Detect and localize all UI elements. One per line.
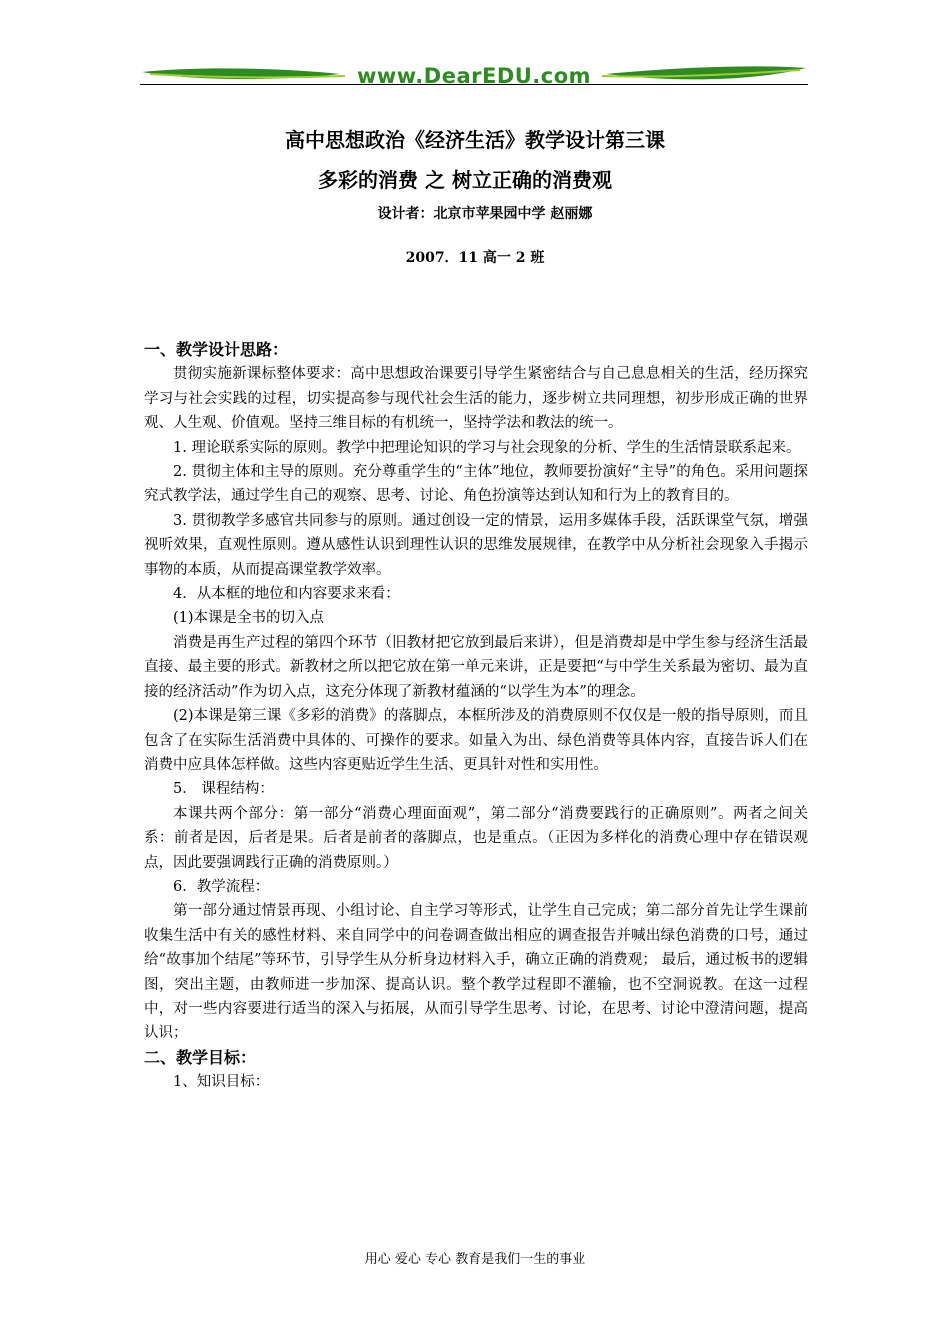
site-logo-text: www.DearEDU.com xyxy=(356,64,592,88)
site-header xyxy=(140,60,808,100)
paragraph: 第一部分通过情景再现、小组讨论、自主学习等形式，让学生自己完成；第二部分首先让学生课前收集生活中有关的感性材料、来自同学中的问卷调查做出相应的调查报告并喊出绿色消费的口号，通过给“故事加个结尾”等环节，引导学生从分析身边材料入手，确立正确的消费观； 最后，通过板书的逻辑图，突出主题，由教师进一步加深、提高认识。整个教学过程即不灌输，也不空洞说教。在这一过程中，对一些内容要进行适当的深入与拓展，从而引导学生思考、讨论，在思考、讨论中澄清问题，提高认识； xyxy=(144,903,808,1042)
paragraph: 贯彻实施新课标整体要求：高中思想政治课要引导学生紧密结合与自己息息相关的生活，经历探究学习与社会实践的过程，切实提高参与现代社会生活的能力，逐步树立共同理想，初步形成正确的世界观、人生观、价值观。坚持三维目标的有机统一，坚持学法和教法的统一。 xyxy=(144,366,808,432)
paragraph: 2. 贯彻主体和主导的原则。充分尊重学生的“主体”地位，教师要扮演好“主导”的角色。采用问题探究式教学法，通过学生自己的观察、思考、讨论、角色扮演等达到认知和行为上的教育目的。 xyxy=(144,464,808,505)
paragraph: 5． 课程结构： xyxy=(173,781,274,798)
paragraph: 4．从本框的地位和内容要求来看： xyxy=(173,586,400,603)
paragraph: 1、知识目标： xyxy=(173,1074,270,1091)
document-body xyxy=(144,338,808,1095)
paragraph: 3. 贯彻教学多感官共同参与的原则。通过创设一定的情景，运用多媒体手段，活跃课堂气氛，增强视听效果，直观性原则。遵从感性认识到理性认识的思维发展规律，在教学中从分析社会现象入手揭示事物的本质，从而提高课堂教学效率。 xyxy=(144,512,808,578)
designer-line: 设计者：北京市苹果园中学 赵丽娜 xyxy=(377,206,593,222)
date-class-line: 2007．11 高一 2 班 xyxy=(405,250,545,266)
paragraph: (1)本课是全书的切入点 xyxy=(173,610,325,627)
section-heading-1: 一、教学设计思路： xyxy=(144,340,289,359)
paragraph: 本课共两个部分：第一部分“消费心理面面观”，第二部分“消费要践行的正确原则”。两者之间关系：前者是因，后者是果。后者是前者的落脚点，也是重点。（正因为多样化的消费心理中存在错误观点，因此要强调践行正确的消费原则。） xyxy=(144,805,808,871)
paragraph: 消费是再生产过程的第四个环节（旧教材把它放到最后来讲），但是消费却是中学生参与经济生活最直接、最主要的形式。新教材之所以把它放在第一单元来讲，正是要把“与中学生关系最为密切、最为直接的经济活动”作为切入点，这充分体现了新教材蕴涵的“以学生为本”的理念。 xyxy=(144,634,808,700)
page-footer: 用心 爱心 专心 教育是我们一生的事业 xyxy=(364,1252,586,1267)
paragraph: 6．教学流程： xyxy=(173,878,270,895)
doc-title: 高中思想政治《经济生活》教学设计第三课 xyxy=(285,128,665,152)
paragraph: (2)本课是第三课《多彩的消费》的落脚点，本框所涉及的消费原则不仅仅是一般的指导原则，而且包含了在实际生活消费中具体的、可操作的要求。如量入为出、绿色消费等具体内容，直接告诉人们在消费中应具体怎样做。这些内容更贴近学生生活、更具针对性和实用性。 xyxy=(144,708,808,773)
paragraph: 1. 理论联系实际的原则。教学中把理论知识的学习与社会现象的分析、学生的生活情景联系起来。 xyxy=(173,439,801,456)
section-heading-2: 二、教学目标： xyxy=(144,1047,257,1067)
doc-subtitle: 多彩的消费 之 树立正确的消费观 xyxy=(318,168,612,192)
